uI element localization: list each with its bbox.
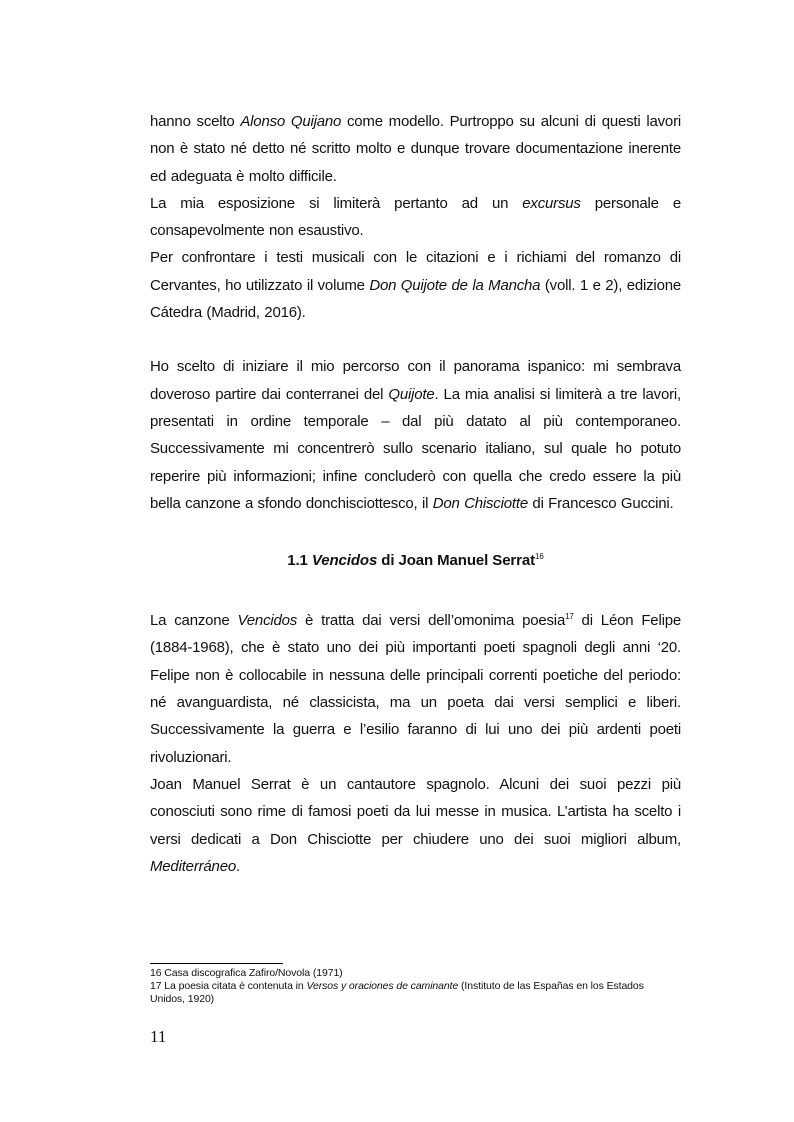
paragraph-3: [150, 244, 681, 326]
italic-text: Versos y oraciones de caminante: [306, 980, 459, 992]
footnote-divider: [150, 963, 283, 964]
paragraph-6: [150, 771, 681, 880]
italic-text: Mediterráneo: [150, 857, 236, 875]
text: .: [235, 857, 240, 875]
section-number: 1.1: [287, 552, 312, 570]
text: La canzone: [150, 612, 238, 630]
text: 17 La poesia citata è contenuta in: [150, 980, 307, 992]
footnote-17: [150, 980, 681, 1006]
text: di Léon Felipe (1884-1968), che è stato uno dei più importanti poeti spagnoli degli anni ‘20. Felipe non è collocabile in nessuna delle principali correnti poetiche del periodo: né avanguardista, né classicista, ma un poeta dai versi semplici e liberi. Successivamente la guerra e l’esilio faranno di lui uno dei più ardenti poeti rivoluzionari.: [150, 612, 681, 766]
italic-text: Don Chisciotte: [432, 494, 528, 512]
italic-text: Vencidos: [237, 612, 298, 630]
text: è tratta dai versi dell’omonima poesia: [297, 612, 566, 630]
page-number: 11: [150, 1027, 167, 1046]
italic-text: Alonso Quijano: [240, 113, 342, 130]
text: personale e consapevolmente non esaustivo.: [150, 194, 681, 240]
paragraph-5: [150, 607, 681, 771]
section-title-italic: Vencidos: [311, 552, 378, 570]
text: (voll. 1 e 2), edizione Cátedra (Madrid, 2016).: [150, 276, 681, 322]
footnote-ref-16[interactable]: 16: [535, 552, 544, 562]
text: Per confrontare i testi musicali con le citazioni e i richiami del romanzo di Cervantes, ho utilizzato il volume: [150, 249, 681, 294]
page-body: [150, 108, 681, 880]
paragraph-2: [150, 190, 681, 245]
paragraph-gap: [150, 326, 681, 353]
italic-text: Don Quijote de la Mancha: [369, 276, 541, 294]
text: Ho scelto di iniziare il mio percorso con il panorama ispanico: mi sembrava doveroso partire dai conterranei del: [150, 358, 681, 403]
italic-text: Quijote: [388, 385, 435, 403]
paragraph-1: [150, 108, 681, 190]
footnotes: [150, 967, 681, 1006]
text: . La mia analisi si limiterà a tre lavori, presentati in ordine temporale – dal più datato al più contemporaneo. Successivamente mi concentrerò sullo scenario italiano, sul quale ho potuto reperire più informazioni; infine concluderò con quella che credo essere la più bella canzone a sfondo donchisciottesco, il: [150, 385, 681, 512]
footnote-ref-17[interactable]: 17: [565, 612, 574, 622]
text: Joan Manuel Serrat è un cantautore spagnolo. Alcuni dei suoi pezzi più conosciuti sono rime di famosi poeti da lui messe in musica. L’artista ha scelto i versi dedicati a Don Chisciotte per chiudere uno dei suoi migliori album,: [150, 775, 681, 848]
text: come modello. Purtroppo su alcuni di questi lavori non è stato né detto né scritto molto e dunque trovare documentazione inerente ed adeguata è molto difficile.: [150, 113, 681, 185]
text: hanno scelto: [150, 113, 241, 130]
text: (Instituto de las Españas en los Estados Unidos, 1920): [150, 980, 644, 1005]
text: La mia esposizione si limiterà pertanto ad un: [150, 194, 523, 212]
paragraph-4: [150, 353, 681, 517]
italic-text: excursus: [522, 194, 581, 212]
text: di Francesco Guccini.: [527, 494, 674, 512]
footnote-16: 16 Casa discografica Zafiro/Novola (1971): [150, 967, 343, 979]
section-heading: [150, 547, 681, 574]
section-title-rest: di Joan Manuel Serrat: [377, 552, 536, 570]
